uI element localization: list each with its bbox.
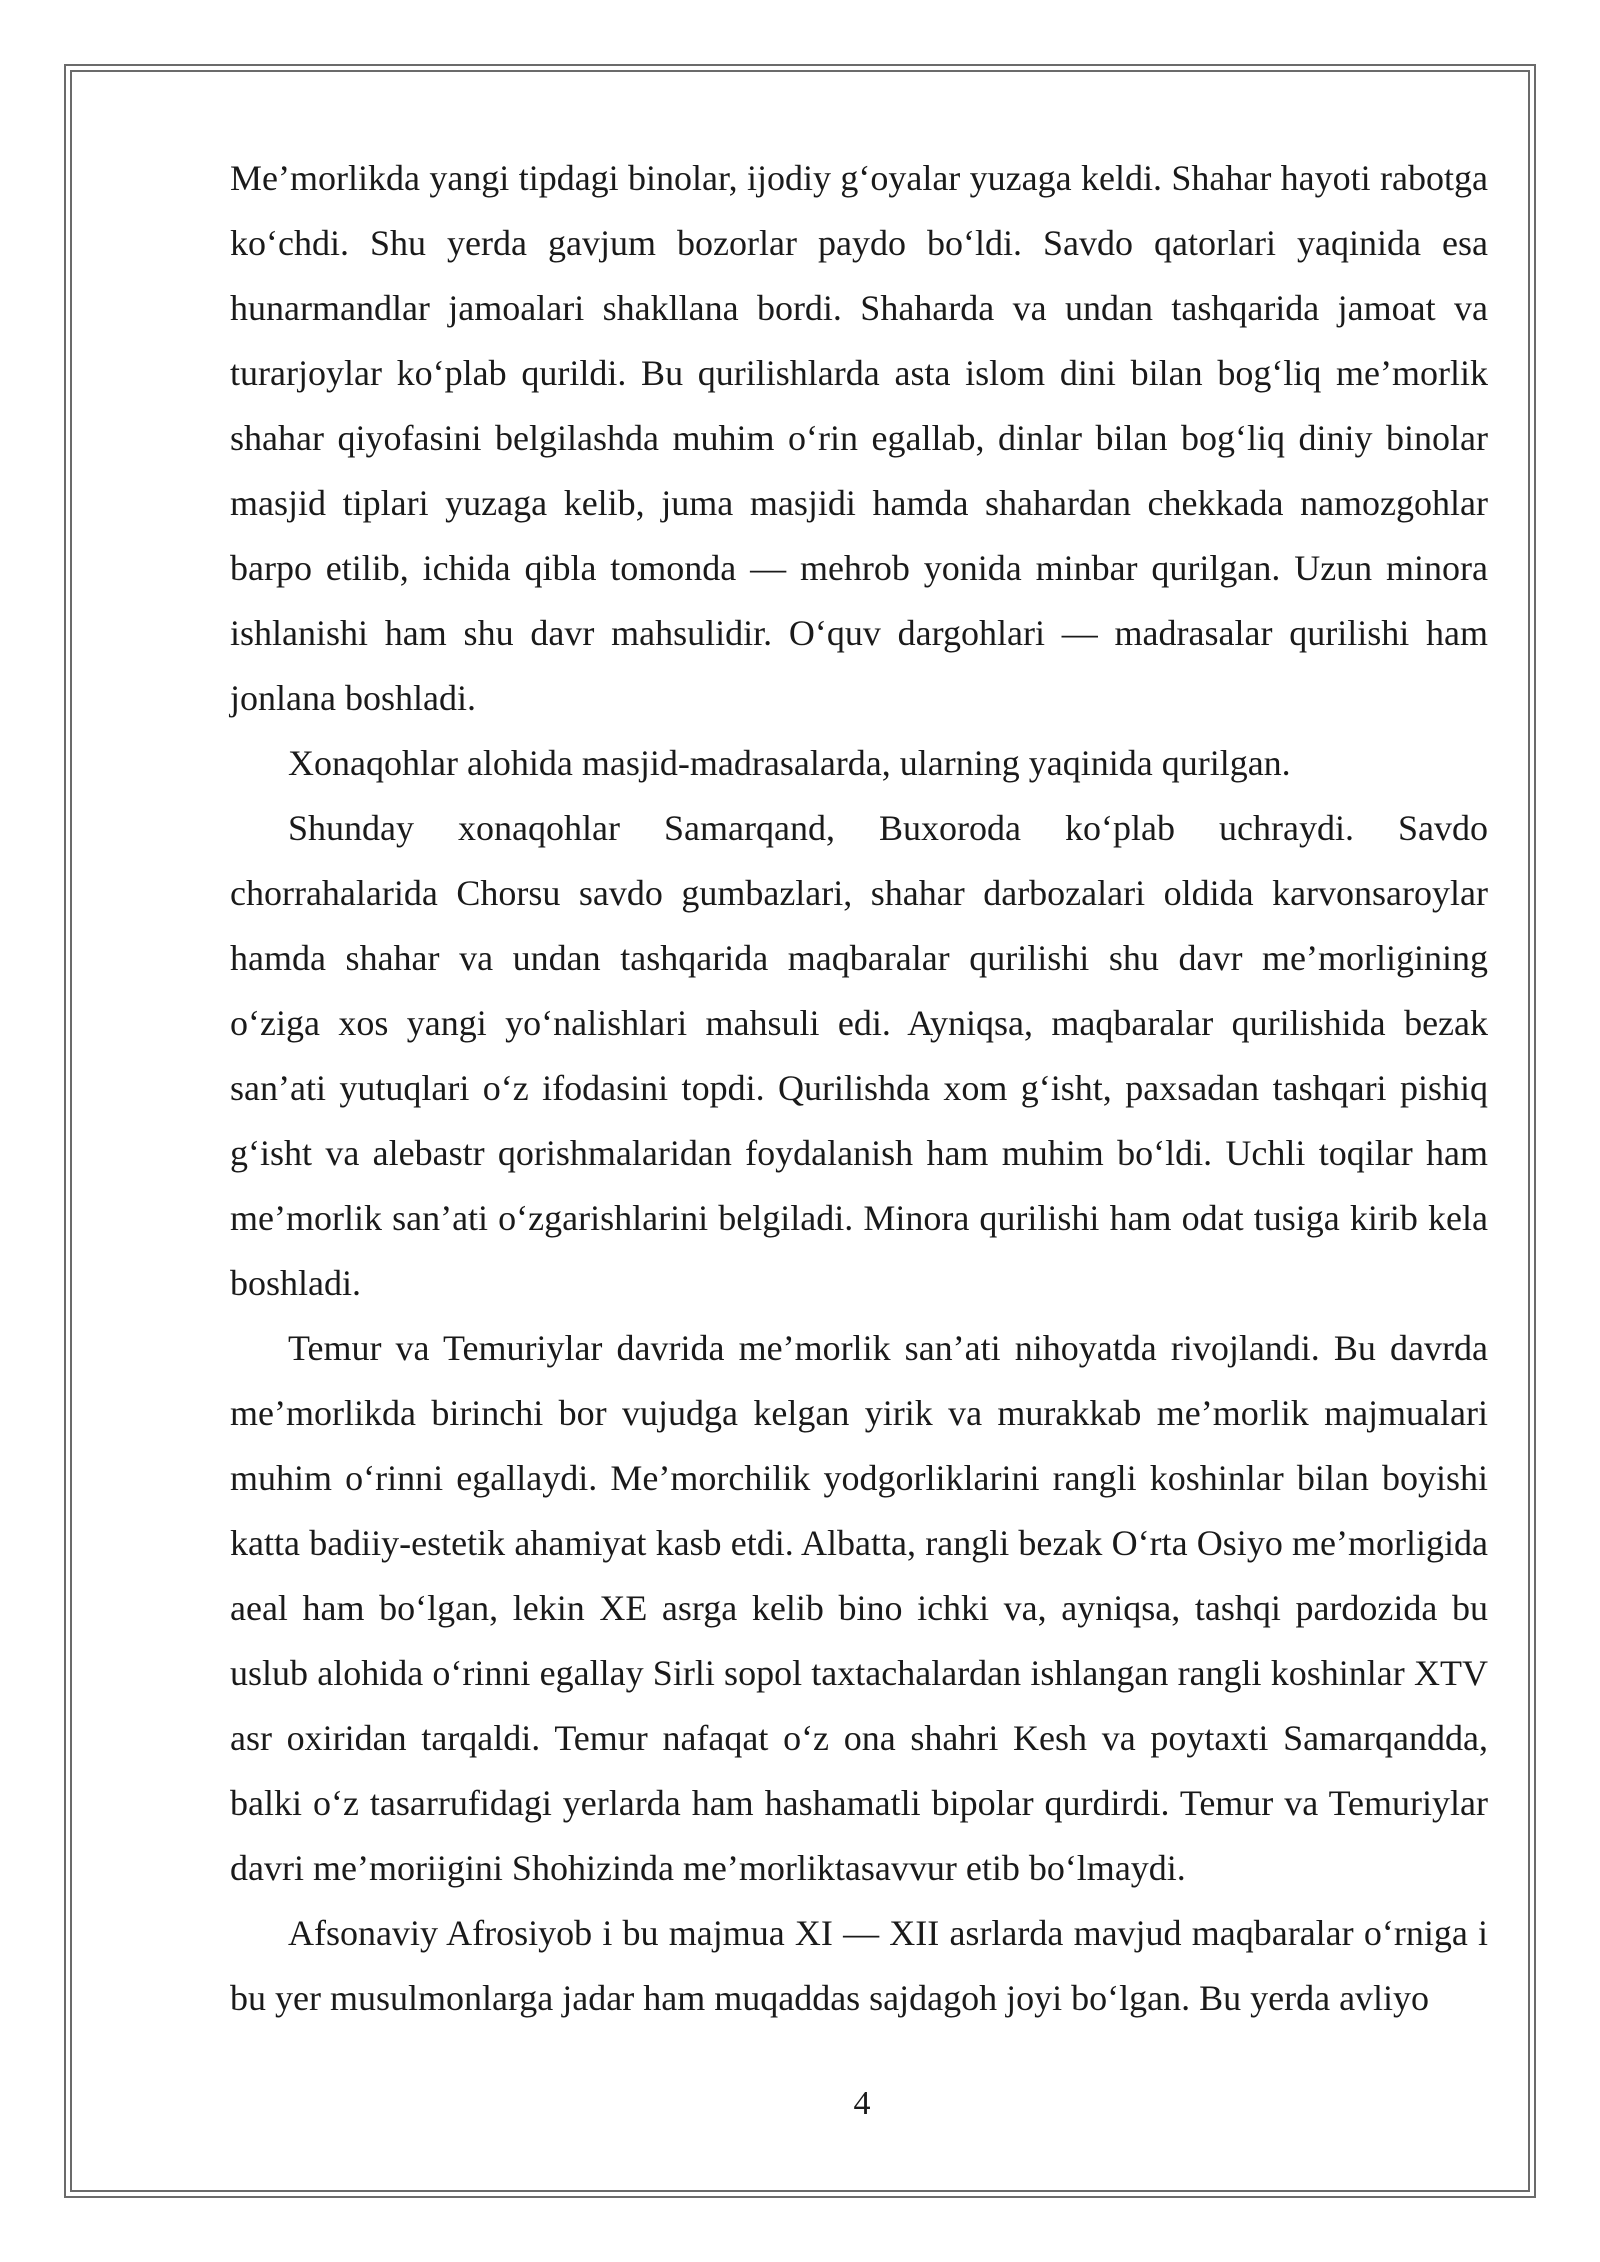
document-body <box>230 146 1488 2031</box>
paragraph-4: Temur va Temuriylar davrida me’morlik san’ati nihoyatda rivojlandi. Bu davrda me’morlikda birinchi bor vujudga kelgan yirik va murakkab me’morlik majmualari muhim o‘rinni egallaydi. Me’morchilik yodgorliklarini rangli koshinlar bilan boyishi katta badiiy-estetik ahamiyat kasb etdi. Albatta, rangli bezak O‘rta Osiyo me’morligida aeal ham bo‘lgan, lekin XE asrga kelib bino ichki va, ayniqsa, tashqi pardozida bu uslub alohida o‘rinni egallay Sirli sopol taxtachalardan ishlangan rangli koshinlar XTV asr oxiridan tarqaldi. Temur nafaqat o‘z ona shahri Kesh va poytaxti Samarqandda, balki o‘z tasarrufidagi yerlarda ham hashamatli bipolar qurdirdi. Temur va Temuriylar davri me’moriigini Shohizinda me’morliktasavvur etib bo‘lmaydi. <box>230 1328 1488 1888</box>
page-number: 4 <box>853 2085 871 2122</box>
paragraph-5: Afsonaviy Afrosiyob i bu majmua XI — XII asrlarda mavjud maqbaralar o‘rniga i bu yer musulmonlarga jadar ham muqaddas sajdagoh joyi bo‘lgan. Bu yerda avliyo <box>230 1913 1488 2018</box>
paragraph-3: Shunday xonaqohlar Samarqand, Buxoroda ko‘plab uchraydi. Savdo chorrahalarida Chorsu savdo gumbazlari, shahar darbozalari oldida karvonsaroylar hamda shahar va undan tashqarida maqbaralar qurilishi shu davr me’morligining o‘ziga xos yangi yo‘nalishlari mahsuli edi. Ayniqsa, maqbaralar qurilishida bezak san’ati yutuqlari o‘z ifodasini topdi. Qurilishda xom g‘isht, paxsadan tashqari pishiq g‘isht va alebastr qorishmalaridan foydalanish ham muhim bo‘ldi. Uchli toqilar ham me’morlik san’ati o‘zgarishlarini belgiladi. Minora qurilishi ham odat tusiga kirib kela boshladi. <box>230 808 1488 1303</box>
paragraph-2: Xonaqohlar alohida masjid-madrasalarda, ularning yaqinida qurilgan. <box>288 743 1291 783</box>
paragraph-1: Me’morlikda yangi tipdagi binolar, ijodiy g‘oyalar yuzaga keldi. Shahar hayoti rabotga ko‘chdi. Shu yerda gavjum bozorlar paydo bo‘ldi. Savdo qatorlari yaqinida esa hunarmandlar jamoalari shakllana bordi. Shaharda va undan tashqarida jamoat va turarjoylar ko‘plab qurildi. Bu qurilishlarda asta islom dini bilan bog‘liq me’morlik shahar qiyofasini belgilashda muhim o‘rin egallab, dinlar bilan bog‘liq diniy binolar masjid tiplari yuzaga kelib, juma masjidi hamda shahardan chekkada namozgohlar barpo etilib, ichida qibla tomonda — mehrob yonida minbar qurilgan. Uzun minora ishlanishi ham shu davr mahsulidir. O‘quv dargohlari — madrasalar qurilishi ham jonlana boshladi. <box>230 158 1488 718</box>
